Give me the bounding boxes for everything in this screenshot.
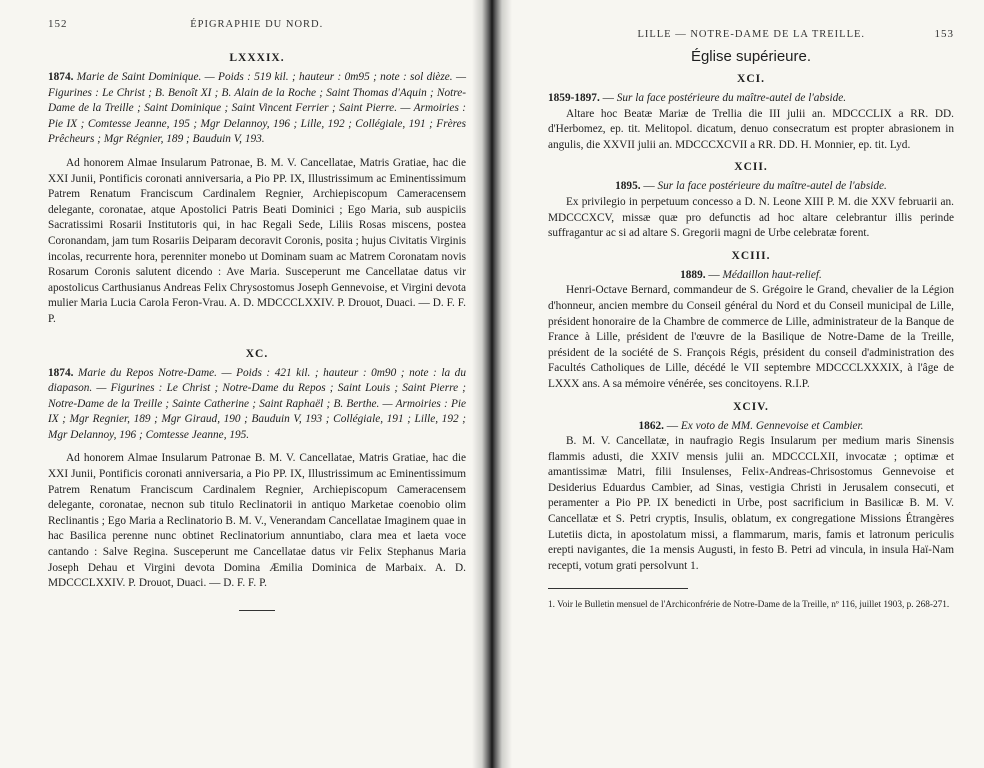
section-title: Église supérieure. — [690, 48, 812, 65]
entry-title: Marie de Saint Dominique. — [76, 71, 202, 83]
entry-inscription: Ad honorem Almae Insularum Patronae, B. M. V. Cancellatae, Matris Gratiae, hac die XXI Junii, Pontificis coronati anniversaria, a Pio PP. IX, Illustrissimum ac Eminentissimum Patrem Renatum Franciscum Cardinalem Regnier, Archiepiscopum Cameracensem delegante, coronatae, atque Apostolici Patris Beati Dominici ; Ego Maria, sub auspiciis Sacratissimi Rosarii Institutoris qui, in hac Regali Sede, Liliis Rosas miscens, postea Coronandam, jam tum Rosariis Deiparam decoravit Coronis, posita ; hujus Civitatis Virginis incolas, recurrente hora, perenniter monebo ut Dominam suam ac Matrem Coronatam novis Rosarum Coronis salutent dicendo : Ave Maria. Susceperunt me Cancellatae datus vir apostolicus Carthusianus Andreas Felix Chrysostomus Joseph Gennevoise, et Virgini devota mulier Maria Lucia Carola Feron-Vrau. A. D. MDCCCLXXIV. P. Drouot, Duaci. — D. F. F. P. — [48, 156, 466, 325]
left-page-number: 152 — [48, 18, 68, 30]
entry-description: — Poids : 519 kil. ; hauteur : 0m95 ; note : sol dièze. — Figurines : Le Christ ; B. Benoît XI ; B. Alain de la Roche ; Saint Thomas d'Aquin ; Notre-Dame de la Treille ; Saint Dominique ; Saint Vincent Ferrier ; Saint Pierre. — Armoiries : Pie IX ; Comtesse Jeanne, 195 ; Mgr Delannoy, 196 ; Lille, 192 ; Collégiale, 191 ; Frères Prêcheurs ; Mgr Régnier, 189 ; Bauduin V, 193. — [48, 71, 466, 146]
entry-heading: 1862. — Ex voto de MM. Gennevoise et Cambier. — [638, 419, 864, 432]
entry-heading: 1895. — Sur la face postérieure du maître-autel de l'abside. — [615, 180, 887, 193]
book-gutter — [472, 0, 512, 768]
entry-number: XCI. — [737, 73, 765, 85]
entry-number: LXXXIX. — [229, 52, 285, 64]
entry-year: 1859-1897. — [548, 92, 600, 104]
left-running-head — [48, 18, 466, 30]
entry-description: — Poids : 421 kil. ; hauteur : 0m90 ; note : la du diapason. — Figurines : Le Christ ; Notre-Dame du Repos ; Saint Louis ; Saint Pierre ; Notre-Dame de la Treille ; Sainte Catherine ; Saint Raphaël ; B. Berthe. — Armoiries : Pie IX ; Mgr Regnier, 189 ; Mgr Giraud, 190 ; Bauduin V, 193 ; Collégiale, 191 ; Lille, 192 ; Mgr Delannoy, 196 ; Comtesse Jeanne, 195. — [48, 366, 466, 441]
footnote-rule — [548, 588, 688, 589]
entry-title: Ex voto de MM. Gennevoise et Cambier. — [680, 419, 864, 432]
entry-inscription: Ex privilegio in perpetuum concesso a D. N. Leone XIII P. M. die XXV februarii an. MDCCCXCV, missæ quæ pro defunctis ad hoc altare celebrantur illis perinde suffragantur ac si ad altare S. Gregorii magni de Urbe celebratæ forent. — [548, 195, 954, 240]
footnote: 1. Voir le Bulletin mensuel de l'Archiconfrérie de Notre-Dame de la Treille, nº 116, juillet 1903, p. 268-271. — [548, 599, 950, 610]
entry-year: 1874. — [48, 366, 74, 379]
entry-year: 1889. — [680, 268, 706, 281]
entry-inscription: Altare hoc Beatæ Mariæ de Trellia die III julii an. MDCCCLIX a RR. DD. d'Herbomez, ep. tit. Melitopol. dicatum, denuo consecratum est propter abrasionem in angulis, die XXVII julii an. MDCCCXCVII a RR. DD. H. Monnier, ep. tit. Lyd. — [548, 107, 954, 151]
entry-number: XC. — [245, 347, 269, 360]
entry-inscription: B. M. V. Cancellatæ, in naufragio Regis Insularum per medium maris Sinensis flammis adusti, die XXIV mensis julii an. MDCCCLXII, invocatæ ; optimæ et amantissimæ Matri, filii Insulenses, Felix-Andreas-Chrisostomus Gennevoise et Desiderius Eduardus Cambier, ad Sinas, vestigia Christi in Jerusalem consecuti, et peramenter a Pio PP. IX benedicti in Urbe, post sacrificium in Basilicæ B. M. V. Cancellatæ et S. Petri cryptis, Insulis, oblatum, ex congregatione Missions Étrangères Lutetiis dicta, in apostolatum missi, a flammarum, maris, famis et latronum periculis erepti navigantes, die 1a mensis Augusti, in festo B. Petri ad vincula, in insula Haï-Nam recepti, votum grati persolvunt 1. — [548, 435, 954, 572]
entry-title: Sur la face postérieure du maître-autel de l'abside. — [616, 92, 847, 104]
entry-year: 1862. — [638, 419, 664, 432]
entry-heading — [48, 70, 466, 148]
right-running-title: LILLE — NOTRE-DAME DE LA TREILLE. — [637, 29, 866, 40]
entry-title: Sur la face postérieure du maître-autel de l'abside. — [657, 180, 887, 193]
right-page — [500, 0, 984, 768]
entry-number: XCIV. — [733, 400, 769, 413]
entry-heading: 1859-1897. — Sur la face postérieure du maître-autel de l'abside. — [548, 92, 847, 104]
entry-year: 1874. — [48, 71, 74, 83]
entry-title: Médaillon haut-relief. — [722, 268, 822, 281]
left-running-title: ÉPIGRAPHIE DU NORD. — [190, 19, 324, 30]
entry-heading — [48, 366, 466, 444]
entry-year: 1895. — [615, 180, 641, 193]
entry-heading: 1889. — Médaillon haut-relief. — [680, 268, 822, 281]
entry-title: Marie du Repos Notre-Dame. — [77, 366, 217, 379]
left-page — [0, 0, 484, 768]
end-rule — [239, 610, 275, 611]
entry-number: XCIII. — [731, 249, 771, 262]
entry-inscription: Ad honorem Almae Insularum Patronae B. M. V. Cancellatae, Matris Gratiae, hac die XXI Junii, Pontificis coronati anniversaria, a Pio PP. IX, Illustrissimum ac Eminentissimum Patrem Renatum Franciscum Cardinalem Regnier, Archiepiscopum Cameracensem delegante, coronatae, necnon sub titulo Reclinatorii in antiquo Marketae coenobio olim Reclinantis ; Ego Maria a Reclinatorio B. M. V., Venerandam Cancellatae Imaginem quae in hac Basilica perenne nunc obtinet Reclinatorium annuntiabo, clara mea et laeta voce cantando : Salve Regina. Susceperunt me Cancellatae datus vir Felix Stephanus Maria Joseph Dehau et Virgini devota Domina Æmilia Dominica de Marbaix. A. D. MDCCCLXXIV. P. Drouot, Duaci. — D. F. F. P. — [48, 452, 466, 590]
right-page-number: 153 — [934, 28, 954, 40]
entry-inscription: Henri-Octave Bernard, commandeur de S. Grégoire le Grand, chevalier de la Légion d'honneur, ancien membre du Conseil général du Nord et du Conseil municipal de Lille, président honoraire de la Chambre de commerce de Lille, administrateur de la Banque de France à Lille, président de l'œuvre de la Basilique de Notre-Dame de la Treille, président de la société de S. François Régis, président du conseil d'administration des Facultés Catholiques de Lille, décédé le VII septembre MDCCCLXXXIX, à l'âge de LXXX ans. A sa mémoire vénérée, ses concitoyens. R.I.P. — [548, 284, 954, 390]
right-running-head — [548, 28, 954, 40]
entry-number: XCII. — [734, 161, 768, 174]
